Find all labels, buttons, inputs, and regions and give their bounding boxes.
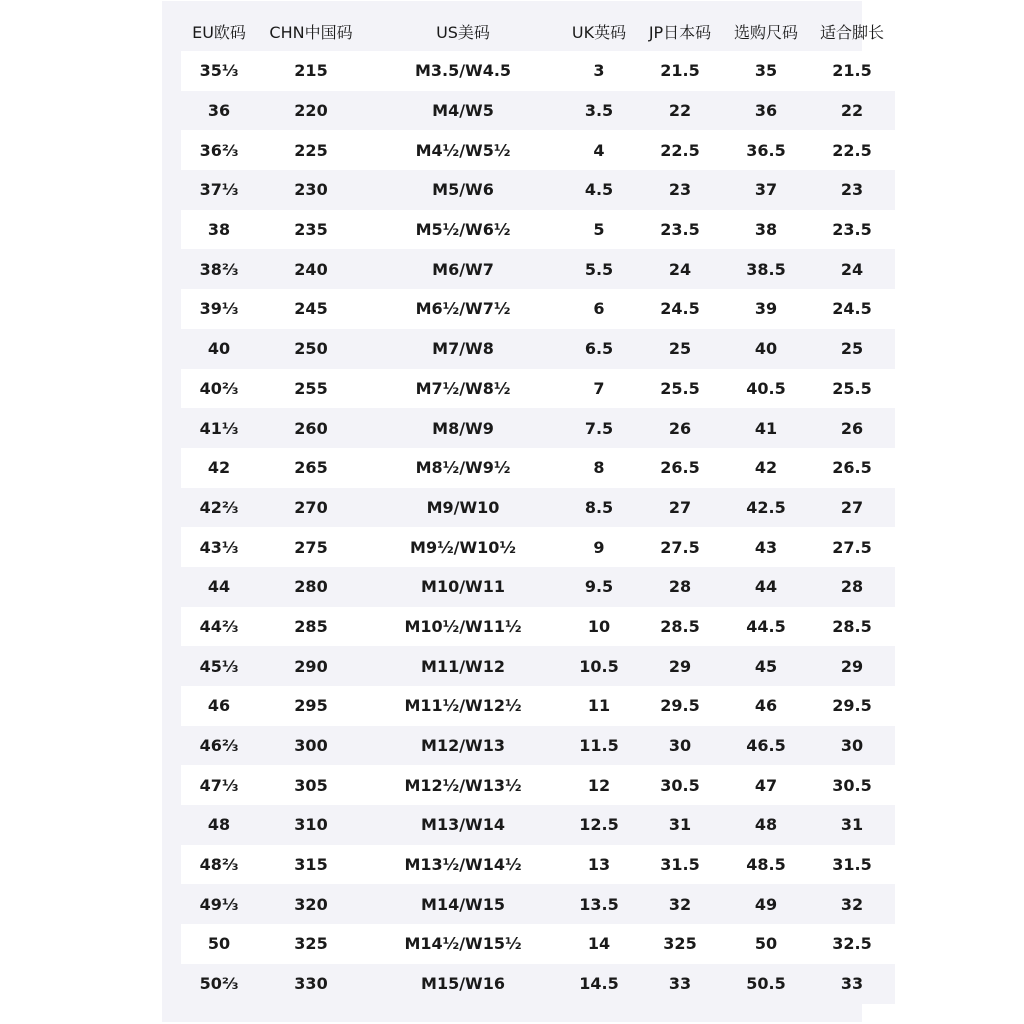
cell-uk: 5.5 xyxy=(561,249,637,289)
cell-chn: 325 xyxy=(257,924,365,964)
cell-jp: 22.5 xyxy=(637,130,723,170)
cell-eu: 37⅓ xyxy=(181,170,257,210)
cell-jp: 23 xyxy=(637,170,723,210)
cell-eu: 40 xyxy=(181,329,257,369)
cell-jp: 31 xyxy=(637,805,723,845)
cell-foot-length: 31.5 xyxy=(809,845,895,885)
table-row xyxy=(181,329,895,369)
table-row xyxy=(181,726,895,766)
cell-jp: 26.5 xyxy=(637,448,723,488)
header-recommended: 选购尺码 xyxy=(733,23,798,42)
cell-foot-length: 22.5 xyxy=(809,130,895,170)
cell-jp: 31.5 xyxy=(637,845,723,885)
cell-chn: 300 xyxy=(257,726,365,766)
header-row xyxy=(181,12,895,51)
cell-chn: 230 xyxy=(257,170,365,210)
cell-us: M13½/W14½ xyxy=(365,845,561,885)
table-row xyxy=(181,289,895,329)
table-row xyxy=(181,210,895,250)
cell-uk: 12 xyxy=(561,765,637,805)
cell-recommended: 36.5 xyxy=(723,130,809,170)
cell-us: M12/W13 xyxy=(365,726,561,766)
cell-uk: 14.5 xyxy=(561,964,637,1004)
cell-chn: 245 xyxy=(257,289,365,329)
cell-jp: 29 xyxy=(637,646,723,686)
table-row xyxy=(181,408,895,448)
cell-foot-length: 27.5 xyxy=(809,527,895,567)
cell-us: M4/W5 xyxy=(365,91,561,131)
cell-eu: 50 xyxy=(181,924,257,964)
cell-jp: 30 xyxy=(637,726,723,766)
cell-jp: 22 xyxy=(637,91,723,131)
cell-chn: 265 xyxy=(257,448,365,488)
cell-chn: 305 xyxy=(257,765,365,805)
cell-us: M13/W14 xyxy=(365,805,561,845)
cell-jp: 21.5 xyxy=(637,51,723,91)
cell-recommended: 40.5 xyxy=(723,369,809,409)
cell-foot-length: 32.5 xyxy=(809,924,895,964)
cell-eu: 46 xyxy=(181,686,257,726)
cell-foot-length: 26 xyxy=(809,408,895,448)
cell-foot-length: 24.5 xyxy=(809,289,895,329)
cell-chn: 290 xyxy=(257,646,365,686)
cell-us: M10/W11 xyxy=(365,567,561,607)
table-row xyxy=(181,567,895,607)
cell-recommended: 38 xyxy=(723,210,809,250)
cell-foot-length: 28.5 xyxy=(809,607,895,647)
cell-recommended: 50.5 xyxy=(723,964,809,1004)
cell-recommended: 47 xyxy=(723,765,809,805)
cell-recommended: 49 xyxy=(723,884,809,924)
table-row xyxy=(181,448,895,488)
cell-us: M14/W15 xyxy=(365,884,561,924)
cell-eu: 36⅔ xyxy=(181,130,257,170)
cell-foot-length: 30.5 xyxy=(809,765,895,805)
size-chart-body xyxy=(181,51,895,1004)
cell-recommended: 35 xyxy=(723,51,809,91)
cell-chn: 220 xyxy=(257,91,365,131)
cell-us: M6/W7 xyxy=(365,249,561,289)
cell-chn: 285 xyxy=(257,607,365,647)
cell-recommended: 44.5 xyxy=(723,607,809,647)
cell-eu: 40⅔ xyxy=(181,369,257,409)
cell-us: M11/W12 xyxy=(365,646,561,686)
table-row xyxy=(181,170,895,210)
cell-foot-length: 26.5 xyxy=(809,448,895,488)
cell-recommended: 40 xyxy=(723,329,809,369)
cell-jp: 24 xyxy=(637,249,723,289)
cell-jp: 28.5 xyxy=(637,607,723,647)
cell-eu: 48⅔ xyxy=(181,845,257,885)
cell-uk: 6 xyxy=(561,289,637,329)
cell-us: M11½/W12½ xyxy=(365,686,561,726)
cell-uk: 3 xyxy=(561,51,637,91)
cell-eu: 38 xyxy=(181,210,257,250)
table-row xyxy=(181,964,895,1004)
cell-us: M7½/W8½ xyxy=(365,369,561,409)
table-row xyxy=(181,765,895,805)
cell-foot-length: 23 xyxy=(809,170,895,210)
cell-eu: 44 xyxy=(181,567,257,607)
cell-chn: 275 xyxy=(257,527,365,567)
cell-foot-length: 32 xyxy=(809,884,895,924)
cell-eu: 49⅓ xyxy=(181,884,257,924)
table-row xyxy=(181,51,895,91)
cell-recommended: 39 xyxy=(723,289,809,329)
table-row xyxy=(181,845,895,885)
cell-us: M9/W10 xyxy=(365,488,561,528)
cell-eu: 44⅔ xyxy=(181,607,257,647)
cell-uk: 4 xyxy=(561,130,637,170)
cell-uk: 13.5 xyxy=(561,884,637,924)
cell-recommended: 36 xyxy=(723,91,809,131)
cell-eu: 48 xyxy=(181,805,257,845)
cell-jp: 325 xyxy=(637,924,723,964)
cell-uk: 4.5 xyxy=(561,170,637,210)
cell-recommended: 48.5 xyxy=(723,845,809,885)
header-foot-length: 适合脚长 xyxy=(819,23,884,42)
table-row xyxy=(181,249,895,289)
cell-uk: 7.5 xyxy=(561,408,637,448)
cell-jp: 27.5 xyxy=(637,527,723,567)
cell-uk: 3.5 xyxy=(561,91,637,131)
cell-uk: 7 xyxy=(561,369,637,409)
cell-uk: 9 xyxy=(561,527,637,567)
cell-jp: 23.5 xyxy=(637,210,723,250)
cell-chn: 295 xyxy=(257,686,365,726)
header-uk: UK英码 xyxy=(571,23,627,42)
cell-recommended: 42.5 xyxy=(723,488,809,528)
header-chn: CHN中国码 xyxy=(269,23,353,42)
cell-uk: 10 xyxy=(561,607,637,647)
cell-us: M10½/W11½ xyxy=(365,607,561,647)
cell-jp: 30.5 xyxy=(637,765,723,805)
cell-jp: 24.5 xyxy=(637,289,723,329)
size-chart-panel xyxy=(162,1,884,1022)
cell-foot-length: 29.5 xyxy=(809,686,895,726)
cell-uk: 5 xyxy=(561,210,637,250)
cell-us: M12½/W13½ xyxy=(365,765,561,805)
cell-us: M5/W6 xyxy=(365,170,561,210)
cell-uk: 8 xyxy=(561,448,637,488)
cell-uk: 8.5 xyxy=(561,488,637,528)
cell-us: M6½/W7½ xyxy=(365,289,561,329)
cell-recommended: 42 xyxy=(723,448,809,488)
cell-recommended: 48 xyxy=(723,805,809,845)
cell-chn: 240 xyxy=(257,249,365,289)
cell-us: M4½/W5½ xyxy=(365,130,561,170)
size-chart-header xyxy=(181,12,895,51)
cell-chn: 315 xyxy=(257,845,365,885)
cell-eu: 42⅔ xyxy=(181,488,257,528)
cell-jp: 33 xyxy=(637,964,723,1004)
cell-chn: 280 xyxy=(257,567,365,607)
cell-jp: 27 xyxy=(637,488,723,528)
cell-chn: 250 xyxy=(257,329,365,369)
cell-recommended: 37 xyxy=(723,170,809,210)
cell-recommended: 46 xyxy=(723,686,809,726)
cell-chn: 320 xyxy=(257,884,365,924)
table-row xyxy=(181,805,895,845)
cell-eu: 36 xyxy=(181,91,257,131)
header-eu: EU欧码 xyxy=(192,23,246,42)
cell-foot-length: 25.5 xyxy=(809,369,895,409)
table-row xyxy=(181,686,895,726)
table-row xyxy=(181,488,895,528)
cell-uk: 11.5 xyxy=(561,726,637,766)
cell-foot-length: 27 xyxy=(809,488,895,528)
header-jp: JP日本码 xyxy=(648,23,712,42)
cell-recommended: 41 xyxy=(723,408,809,448)
cell-foot-length: 21.5 xyxy=(809,51,895,91)
cell-eu: 43⅓ xyxy=(181,527,257,567)
cell-recommended: 46.5 xyxy=(723,726,809,766)
cell-chn: 330 xyxy=(257,964,365,1004)
cell-eu: 35⅓ xyxy=(181,51,257,91)
cell-eu: 46⅔ xyxy=(181,726,257,766)
cell-foot-length: 30 xyxy=(809,726,895,766)
table-row xyxy=(181,369,895,409)
cell-us: M5½/W6½ xyxy=(365,210,561,250)
cell-uk: 14 xyxy=(561,924,637,964)
cell-foot-length: 25 xyxy=(809,329,895,369)
cell-uk: 10.5 xyxy=(561,646,637,686)
cell-us: M7/W8 xyxy=(365,329,561,369)
cell-chn: 225 xyxy=(257,130,365,170)
cell-jp: 32 xyxy=(637,884,723,924)
cell-foot-length: 31 xyxy=(809,805,895,845)
cell-us: M15/W16 xyxy=(365,964,561,1004)
table-row xyxy=(181,91,895,131)
cell-recommended: 45 xyxy=(723,646,809,686)
cell-recommended: 43 xyxy=(723,527,809,567)
cell-uk: 12.5 xyxy=(561,805,637,845)
cell-chn: 235 xyxy=(257,210,365,250)
table-row xyxy=(181,527,895,567)
cell-jp: 25 xyxy=(637,329,723,369)
cell-foot-length: 23.5 xyxy=(809,210,895,250)
cell-foot-length: 33 xyxy=(809,964,895,1004)
cell-us: M9½/W10½ xyxy=(365,527,561,567)
cell-foot-length: 28 xyxy=(809,567,895,607)
table-row xyxy=(181,646,895,686)
cell-chn: 310 xyxy=(257,805,365,845)
cell-chn: 260 xyxy=(257,408,365,448)
cell-recommended: 38.5 xyxy=(723,249,809,289)
cell-uk: 6.5 xyxy=(561,329,637,369)
cell-us: M8½/W9½ xyxy=(365,448,561,488)
cell-eu: 50⅔ xyxy=(181,964,257,1004)
header-us: US美码 xyxy=(436,23,490,42)
cell-us: M14½/W15½ xyxy=(365,924,561,964)
cell-eu: 47⅓ xyxy=(181,765,257,805)
cell-foot-length: 24 xyxy=(809,249,895,289)
cell-eu: 38⅔ xyxy=(181,249,257,289)
cell-recommended: 44 xyxy=(723,567,809,607)
size-chart-table xyxy=(181,12,895,1004)
cell-us: M8/W9 xyxy=(365,408,561,448)
cell-jp: 29.5 xyxy=(637,686,723,726)
cell-uk: 9.5 xyxy=(561,567,637,607)
cell-uk: 13 xyxy=(561,845,637,885)
cell-jp: 25.5 xyxy=(637,369,723,409)
cell-eu: 45⅓ xyxy=(181,646,257,686)
cell-eu: 41⅓ xyxy=(181,408,257,448)
cell-recommended: 50 xyxy=(723,924,809,964)
cell-jp: 26 xyxy=(637,408,723,448)
cell-chn: 215 xyxy=(257,51,365,91)
cell-us: M3.5/W4.5 xyxy=(365,51,561,91)
cell-jp: 28 xyxy=(637,567,723,607)
cell-foot-length: 29 xyxy=(809,646,895,686)
cell-uk: 11 xyxy=(561,686,637,726)
cell-eu: 39⅓ xyxy=(181,289,257,329)
cell-chn: 270 xyxy=(257,488,365,528)
table-row xyxy=(181,924,895,964)
cell-chn: 255 xyxy=(257,369,365,409)
cell-foot-length: 22 xyxy=(809,91,895,131)
cell-eu: 42 xyxy=(181,448,257,488)
table-row xyxy=(181,130,895,170)
table-row xyxy=(181,884,895,924)
table-row xyxy=(181,607,895,647)
